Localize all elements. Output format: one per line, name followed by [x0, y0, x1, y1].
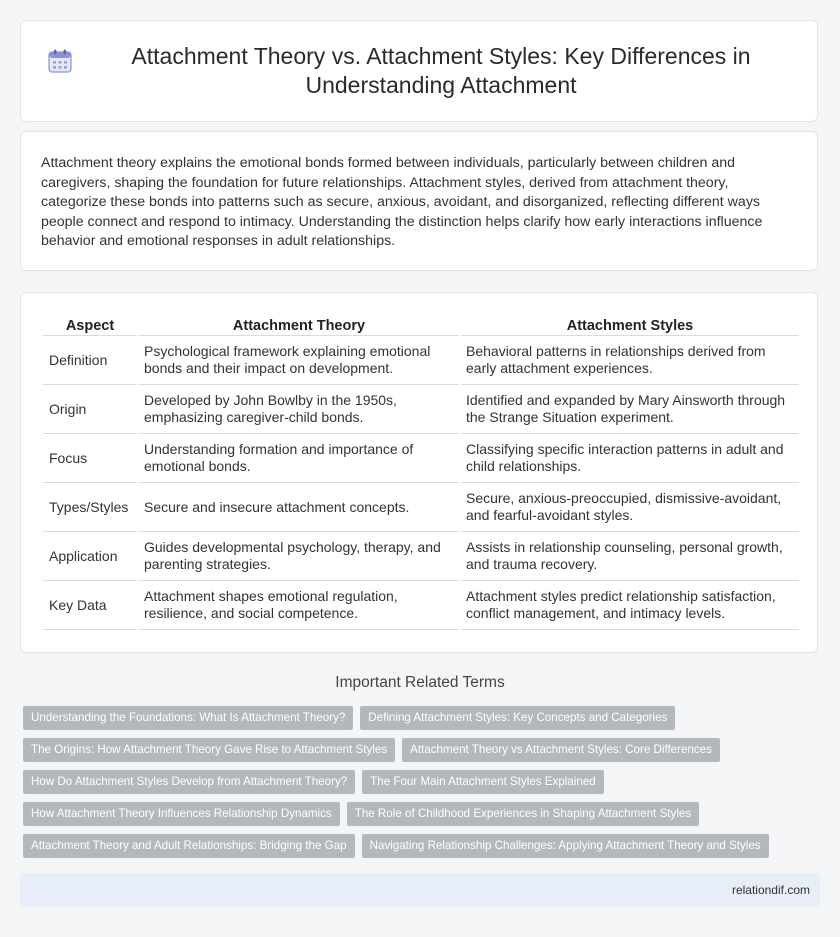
aspect-cell: Focus	[43, 434, 137, 483]
related-term-link[interactable]: Attachment Theory and Adult Relationships: Bridging the Gap	[23, 834, 355, 858]
related-terms-list	[23, 706, 823, 866]
column-header: Attachment Styles	[461, 315, 799, 336]
styles-cell: Secure, anxious-preoccupied, dismissive-avoidant, and fearful-avoidant styles.	[461, 483, 799, 532]
table-row	[43, 581, 799, 630]
styles-cell: Assists in relationship counseling, personal growth, and trauma recovery.	[461, 532, 799, 581]
theory-cell: Developed by John Bowlby in the 1950s, emphasizing caregiver-child bonds.	[139, 385, 459, 434]
table-row	[43, 434, 799, 483]
aspect-cell: Types/Styles	[43, 483, 137, 532]
calendar-icon	[47, 48, 73, 74]
table-row	[43, 385, 799, 434]
column-header: Aspect	[43, 315, 137, 336]
comparison-table-card	[20, 292, 818, 653]
styles-cell: Attachment styles predict relationship satisfaction, conflict management, and intimacy levels.	[461, 581, 799, 630]
aspect-cell: Key Data	[43, 581, 137, 630]
related-term-link[interactable]: The Role of Childhood Experiences in Shaping Attachment Styles	[347, 802, 699, 826]
related-terms-heading: Important Related Terms	[335, 674, 505, 691]
aspect-cell: Application	[43, 532, 137, 581]
related-term-link[interactable]: The Origins: How Attachment Theory Gave Rise to Attachment Styles	[23, 738, 395, 762]
related-term-link[interactable]: Navigating Relationship Challenges: Applying Attachment Theory and Styles	[362, 834, 769, 858]
aspect-cell: Definition	[43, 336, 137, 385]
styles-cell: Classifying specific interaction patterns in adult and child relationships.	[461, 434, 799, 483]
theory-cell: Understanding formation and importance of emotional bonds.	[139, 434, 459, 483]
comparison-table	[41, 315, 801, 630]
intro-text: Attachment theory explains the emotional bonds formed between individuals, particularly between children and caregivers, shaping the foundation for future relationships. Attachment styles, derived from attachment theory, categorize these bonds into patterns such as secure, anxious, avoidant, and disorganized, reflecting different ways people connect and respond to intimacy. Understanding the distinction helps clarify how early interactions influence behavior and emotional responses in adult relationships.	[41, 155, 763, 250]
theory-cell: Psychological framework explaining emotional bonds and their impact on development.	[139, 336, 459, 385]
theory-cell: Attachment shapes emotional regulation, resilience, and social competence.	[139, 581, 459, 630]
header-card	[20, 20, 818, 122]
styles-cell: Identified and expanded by Mary Ainsworth through the Strange Situation experiment.	[461, 385, 799, 434]
related-term-link[interactable]: The Four Main Attachment Styles Explained	[362, 770, 604, 794]
footer	[20, 873, 820, 907]
theory-cell: Secure and insecure attachment concepts.	[139, 483, 459, 532]
site-link[interactable]: relationdif.com	[731, 883, 810, 897]
column-header: Attachment Theory	[139, 315, 459, 336]
related-term-link[interactable]: How Attachment Theory Influences Relationship Dynamics	[23, 802, 340, 826]
page-title: Attachment Theory vs. Attachment Styles: Key Differences in Understanding Attachment	[131, 43, 751, 98]
table-row	[43, 532, 799, 581]
styles-cell: Behavioral patterns in relationships derived from early attachment experiences.	[461, 336, 799, 385]
title-wrap	[47, 42, 791, 100]
intro-card	[20, 131, 818, 271]
table-header-row	[43, 315, 799, 336]
related-term-link[interactable]: Defining Attachment Styles: Key Concepts and Categories	[360, 706, 675, 730]
related-term-link[interactable]: Understanding the Foundations: What Is Attachment Theory?	[23, 706, 353, 730]
aspect-cell: Origin	[43, 385, 137, 434]
theory-cell: Guides developmental psychology, therapy, and parenting strategies.	[139, 532, 459, 581]
table-row	[43, 483, 799, 532]
related-term-link[interactable]: Attachment Theory vs Attachment Styles: Core Differences	[402, 738, 720, 762]
related-term-link[interactable]: How Do Attachment Styles Develop from Attachment Theory?	[23, 770, 355, 794]
table-row	[43, 336, 799, 385]
